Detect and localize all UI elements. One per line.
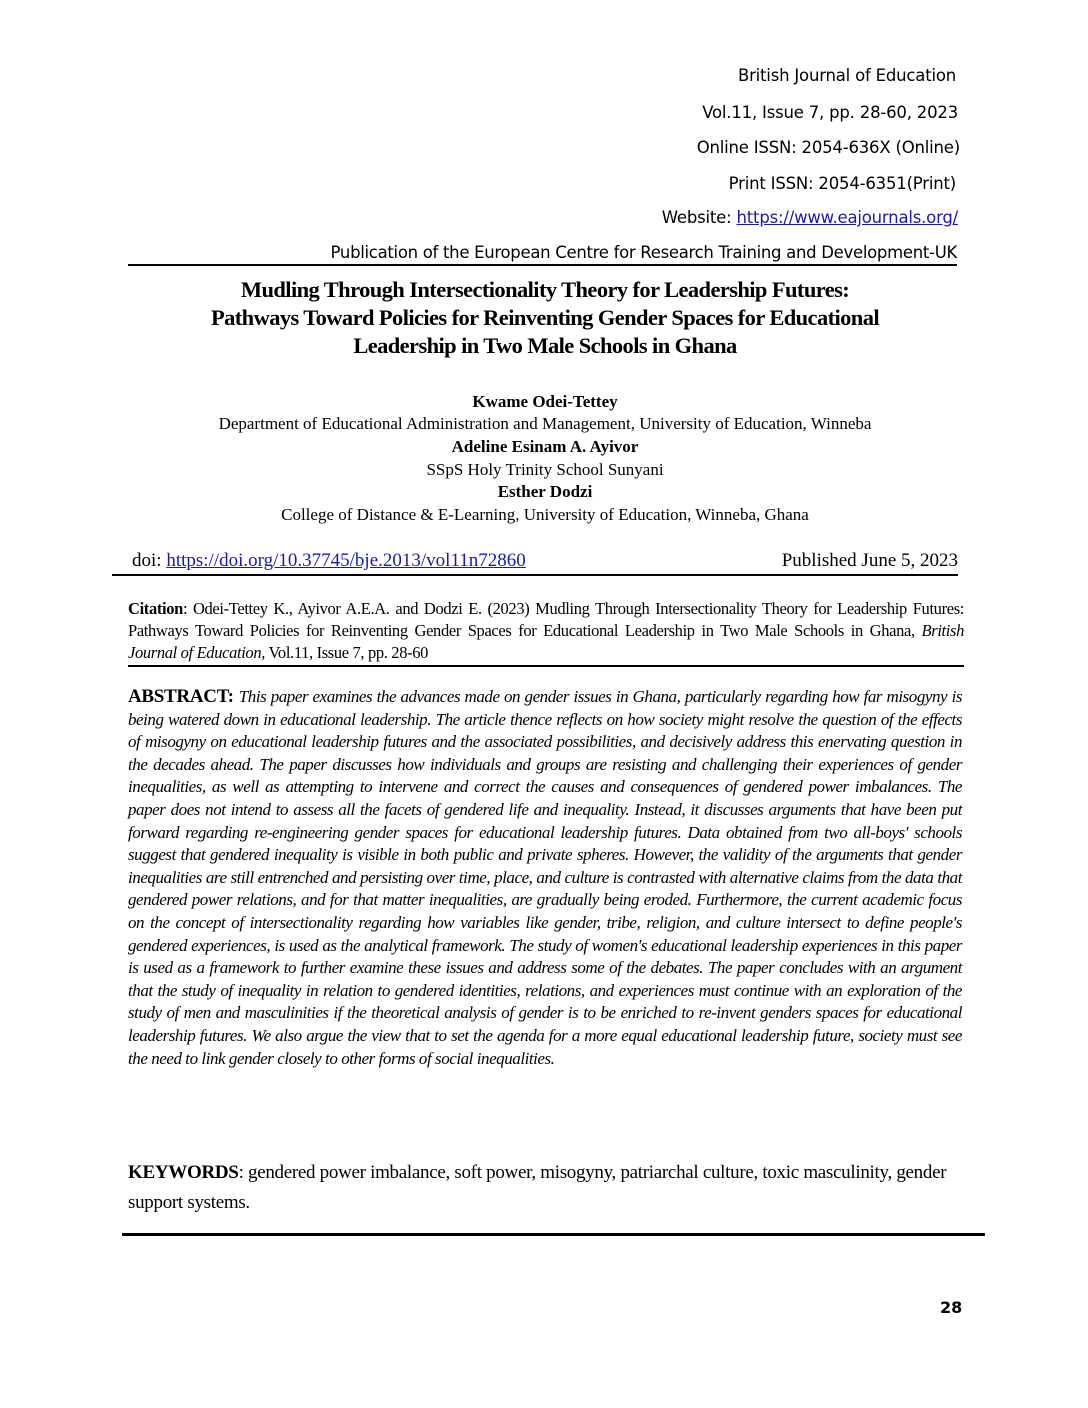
- citation-journal: British Journal of Education: [128, 621, 964, 662]
- keywords: [128, 1158, 962, 1218]
- publisher-line: Publication of the European Centre for Research Training and Development-UK: [128, 243, 957, 266]
- published-date: Published June 5, 2023: [781, 550, 958, 571]
- doi-link[interactable]: https://doi.org/10.37745/bje.2013/vol11n72860: [166, 550, 526, 571]
- journal-name: British Journal of Education: [737, 66, 956, 85]
- keywords-label: KEYWORDS: [128, 1162, 239, 1183]
- doi: [132, 550, 526, 572]
- abstract-text: This paper examines the advances made on gender issues in Ghana, particularly regarding how far misogyny is being watered down in educational leadership. The article thence reflects on how society might resolve the question of the effects of misogyny on educational leadership futures and the associated possibilities, and decisively address this enervating question in the decades ahead. The paper discusses how individuals and groups are resisting and challenging their experiences of gender inequalities, as well as attempting to intervene and correct the causes and consequences of gendered power imbalances. The paper does not intend to assess all the facets of gendered life and inequality. Instead, it discusses arguments that have been put forward regarding re-engineering gender spaces for educational leadership futures. Data obtained from two all-boys' schools suggest that gendered inequality is visible in both public and private spheres. However, the validity of the arguments that gender inequalities are still entrenched and persisting over time, place, and culture is contrasted with alternative claims from the data that gendered power relations, and for that matter inequalities, are gradually being eroded. Furthermore, the current academic focus on the concept of intersectionality regarding how variables like gender, tribe, religion, and culture intersect to define people's gendered experiences, is used as the analytical framework. The study of women's educational leadership experiences in this paper is used as a framework to further examine these issues and address some of the debates. The paper concludes with an argument that the study of inequality in relation to gendered identities, relations, and experiences must continue with an exploration of the study of men and masculinities if the theoretical analysis of gender is to be enriched to re-invent genders spaces for educational leadership futures. We also argue the view that to set the agenda for a more equal educational leadership future, society must see the need to link gender closely to other forms of social inequalities.: [128, 687, 963, 1068]
- doi-row: [112, 550, 958, 576]
- website-label: Website:: [661, 208, 737, 227]
- paper-title: [120, 276, 970, 360]
- title-line: Mudling Through Intersectionality Theory for Leadership Futures:: [240, 277, 850, 302]
- journal-volume: Vol.11, Issue 7, pp. 28-60, 2023: [702, 103, 958, 122]
- author-affiliation: Department of Educational Administration and Management, University of Education, Winneba: [218, 414, 872, 433]
- online-issn: Online ISSN: 2054-636X (Online): [696, 138, 960, 157]
- author-name: Kwame Odei-Tettey: [472, 392, 618, 411]
- author-affiliation: College of Distance & E-Learning, University of Education, Winneba, Ghana: [281, 505, 809, 524]
- citation-label: Citation: [128, 599, 183, 618]
- website-line: [662, 208, 958, 228]
- citation-details: , Vol.11, Issue 7, pp. 28-60: [261, 643, 429, 662]
- abstract: [128, 686, 962, 1070]
- doi-label: doi:: [132, 550, 167, 571]
- author-name: Esther Dodzi: [497, 482, 593, 501]
- page-number: 28: [940, 1298, 963, 1317]
- abstract-label: ABSTRACT:: [128, 686, 239, 707]
- author-name: Adeline Esinam A. Ayivor: [451, 437, 639, 456]
- website-link[interactable]: https://www.eajournals.org/: [736, 208, 958, 227]
- author-affiliation: SSpS Holy Trinity School Sunyani: [426, 460, 664, 479]
- section-divider: [122, 1233, 985, 1236]
- print-issn: Print ISSN: 2054-6351(Print): [728, 174, 956, 193]
- citation-text: : Odei-Tettey K., Ayivor A.E.A. and Dodzi E. (2023) Mudling Through Intersectionality Theory for Leadership Futures: Pathways Toward Policies for Reinventing Gender Spaces for Educational Leadership in Two Male Schools in Ghana,: [128, 599, 964, 640]
- title-line: Pathways Toward Policies for Reinventing Gender Spaces for Educational: [210, 305, 880, 330]
- title-line: Leadership in Two Male Schools in Ghana: [353, 333, 737, 358]
- keywords-text: : gendered power imbalance, soft power, misogyny, patriarchal culture, toxic masculinity, gender support systems.: [128, 1162, 947, 1213]
- citation: [128, 598, 964, 667]
